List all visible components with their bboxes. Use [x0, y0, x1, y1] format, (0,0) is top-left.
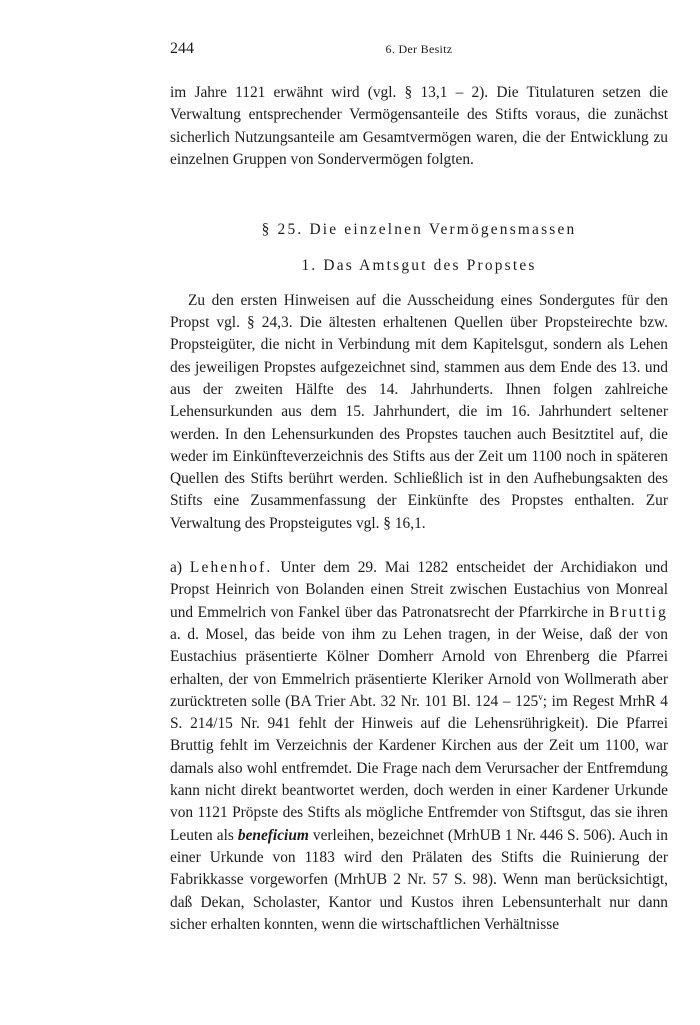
subsection-heading: 1. Das Amtsgut des Propstes	[301, 257, 537, 275]
item-label: a)	[170, 559, 190, 577]
spacer	[170, 241, 668, 255]
spacer	[170, 278, 668, 290]
intro-paragraph: im Jahre 1121 erwähnt wird (vgl. § 13,1 – 2). Die Titulaturen setzen die Verwaltung entsprechender Vermögensanteile des Stifts voraus, die zunächst sicherlich Nutzungsanteile am Gesamtvermögen waren, die der Entwicklung zu einzelnen Gruppen von Sondervermögen folgten.	[170, 84, 668, 168]
italic-term: beneficium	[237, 826, 309, 844]
page-header	[170, 40, 668, 62]
paragraph-text: a. d. Mosel, das beide von ihm zu Lehen tragen, in der Weise, daß der von Eustachius präsentierte Kölner Domherr Arnold von Ehrenberg die Pfarrei erhalten, der von Emmelrich präsentierte Kleriker Arnold von Wollmerath aber zurücktreten solle (BA Trier Abt. 32 Nr. 101 Bl. 124 – 125	[170, 625, 668, 710]
paragraph-text: verleihen, bezeichnet (MrhUB 1 Nr. 446 S. 506). Auch in einer Urkunde von 1183 wird den Prälaten des Stifts die Ruinierung der Fabrikkasse vorgeworfen (MrhUB 2 Nr. 57 S. 98). Wenn man berücksichtigt, daß Dekan, Scholaster, Kantor und Kustos ihren Lebensunterhalt nur dann sicher erhalten konnten, wenn die wirtschaftlichen Verhältnisse	[170, 826, 668, 933]
place-name: Bruttig	[608, 603, 668, 621]
section-heading: § 25. Die einzelnen Vermögensmassen	[261, 221, 577, 239]
paragraph-lehenhof	[170, 557, 668, 936]
paragraph-text: Unter dem 29. Mai 1282 entscheidet der Archidiakon und Propst Heinrich von Bolanden einen Streit zwischen Eustachius von Monreal und Emmelrich von Fankel über das Patronatsrecht der Pfarrkirche in	[170, 559, 668, 621]
page-body	[170, 82, 668, 936]
paragraph-text: ; im Regest MrhR 4 S. 214/15 Nr. 941 fehlt der Hinweis auf die Lehensrührigkeit). Die Pfarrei Bruttig fehlt im Verzeichnis der Kardener Kirchen aus der Zeit um 1100, war damals also wohl entfremdet. Die Frage nach dem Verursacher der Entfremdung kann nicht direkt beantwortet werden, doch werden in einer Kardener Urkunde von 1121 Pröpste des Stifts als mögliche Entfremder von Stiftsgut, das sie ihren Leuten als	[170, 692, 668, 844]
spacer	[170, 171, 668, 219]
paragraph-amtsgut: Zu den ersten Hinweisen auf die Ausscheidung eines Sondergutes für den Propst vgl. § 24,3. Die ältesten erhaltenen Quellen über Propsteirechte bzw. Propsteigüter, die nicht in Verbindung mit dem Kapitelsgut, sondern als Lehen des jeweiligen Propstes aufgezeichnet sind, stammen aus dem Ende des 13. und aus der zweiten Hälfte des 14. Jahrhunderts. Ihnen folgen zahlreiche Lehensurkunden aus dem 15. Jahrhundert, die im 16. Jahrhundert seltener werden. In den Lehensurkunden des Propstes tauchen auch Besitztitel auf, die weder im Einkünfteverzeichnis des Stifts aus der Zeit um 1100 noch in späteren Quellen des Stifts berührt werden. Schließlich ist in den Aufhebungsakten des Stifts eine Zusammenfassung der Einkünfte des Propstes enthalten. Zur Verwaltung des Propsteigutes vgl. § 16,1.	[170, 291, 668, 532]
spacer	[170, 535, 668, 557]
superscript: v	[538, 691, 543, 702]
item-term: Lehenhof.	[189, 559, 273, 577]
page-number: 244	[170, 40, 194, 57]
running-title: 6. Der Besitz	[385, 42, 453, 56]
